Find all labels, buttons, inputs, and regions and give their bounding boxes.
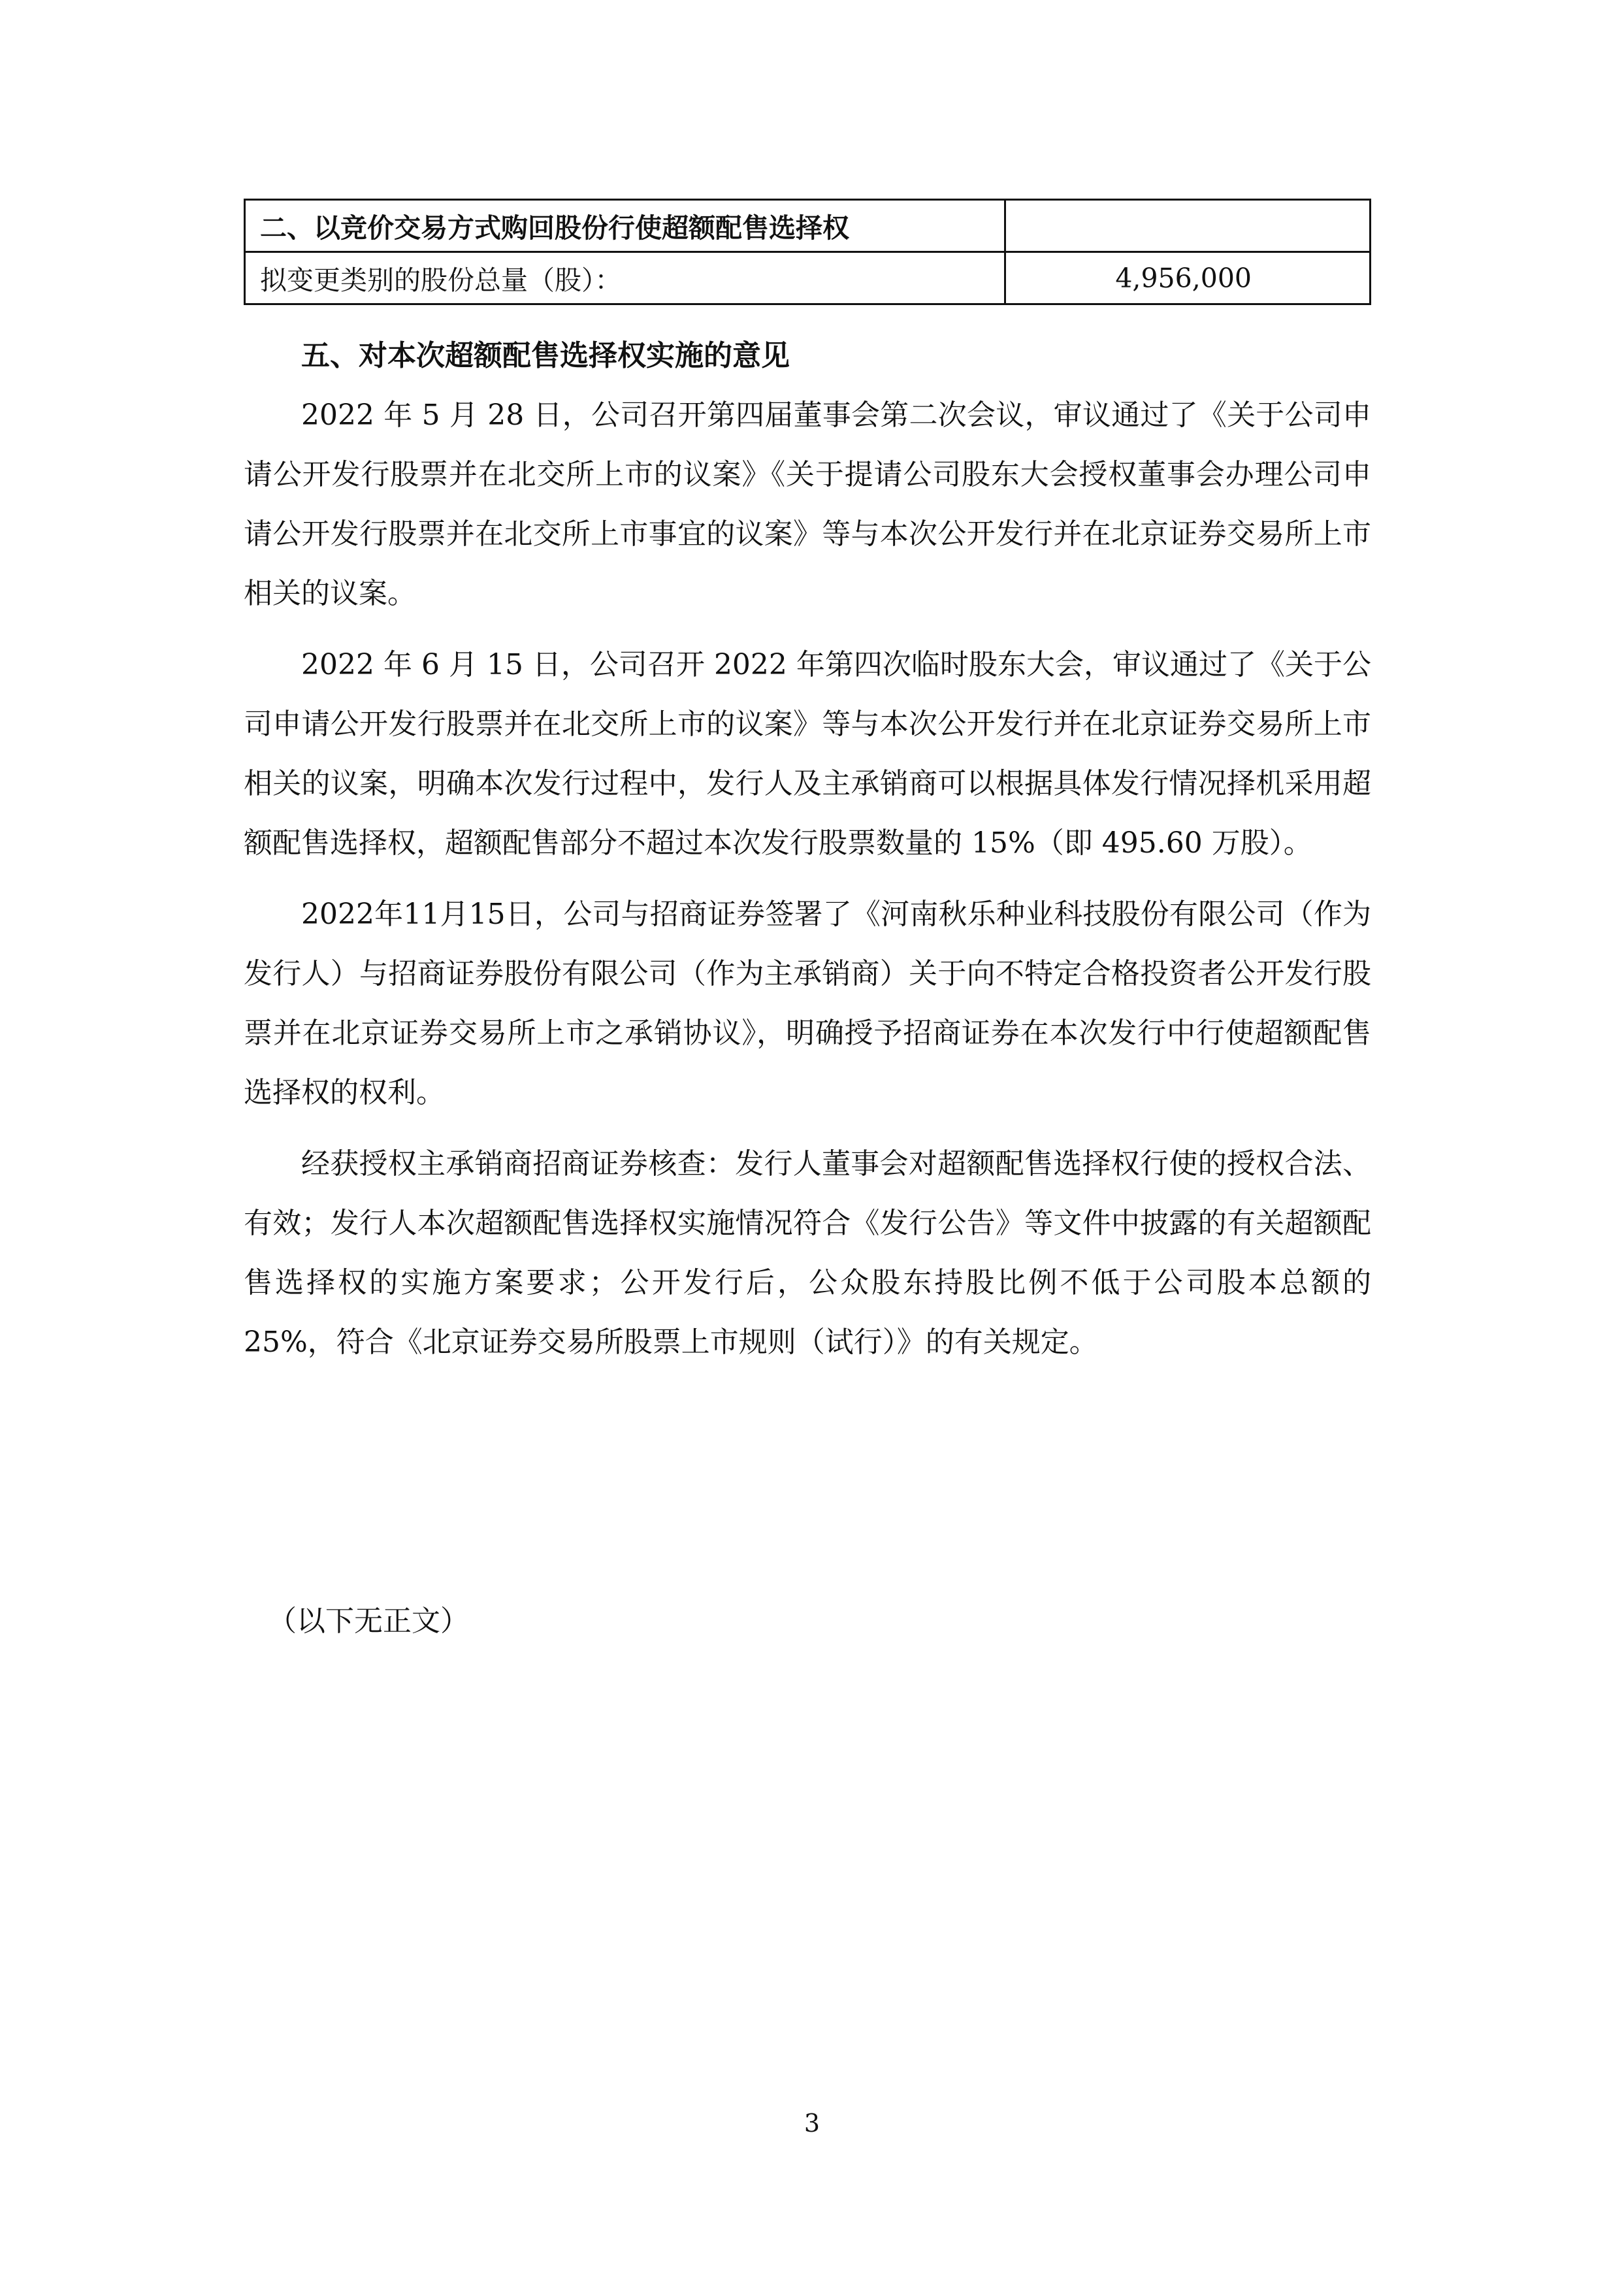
section-content [244,327,1371,1372]
page-number: 3 [804,2109,820,2138]
table-cell-value: 4,956,000 [1005,252,1371,304]
section-heading: 五、对本次超额配售选择权实施的意见 [301,339,790,372]
paragraph: 2022 年 5 月 28 日，公司召开第四届董事会第二次会议，审议通过了《关于公司申请公开发行股票并在北交所上市的议案》《关于提请公司股东大会授权董事会办理公司申请公开发行股票并在北交所上市事宜的议案》等与本次公开发行并在北京证券交易所上市相关的议案。 [244,399,1371,610]
table-cell-label: 二、以竞价交易方式购回股份行使超额配售选择权 [245,200,1005,252]
table-row [245,252,1371,304]
paragraph: 经获授权主承销商招商证券核查：发行人董事会对超额配售选择权行使的授权合法、有效；发行人本次超额配售选择权实施情况符合《发行公告》等文件中披露的有关超额配售选择权的实施方案要求；公开发行后，公众股东持股比例不低于公司股本总额的 25%，符合《北京证券交易所股票上市规则（试行）》的有关规定。 [244,1147,1371,1359]
table-cell-label: 拟变更类别的股份总量（股）： [245,252,1005,304]
paragraph: 2022 年 6 月 15 日，公司召开 2022 年第四次临时股东大会，审议通过了《关于公司申请公开发行股票并在北交所上市的议案》等与本次公开发行并在北京证券交易所上市相关的议案，明确本次发行过程中，发行人及主承销商可以根据具体发行情况择机采用超额配售选择权，超额配售部分不超过本次发行股票数量的 15%（即 495.60 万股）。 [244,648,1371,860]
share-change-table [244,199,1371,305]
end-note: （以下无正文） [268,1604,469,1638]
paragraph: 2022年11月15日，公司与招商证券签署了《河南秋乐种业科技股份有限公司（作为发行人）与招商证券股份有限公司（作为主承销商）关于向不特定合格投资者公开发行股票并在北京证券交易所上市之承销协议》，明确授予招商证券在本次发行中行使超额配售选择权的权利。 [244,898,1371,1109]
table-row [245,200,1371,252]
table-cell-value [1005,200,1371,252]
